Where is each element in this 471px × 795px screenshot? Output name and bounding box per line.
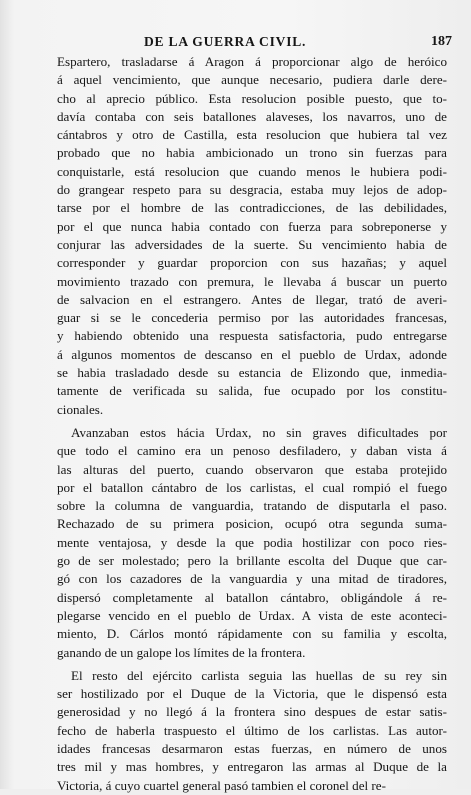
text-line: y habiendo obtenido una respuesta satisfactoria, pudo entregarse — [57, 328, 447, 344]
text-line: tamente de verificada su salida, fue ocupado por los constitu- — [57, 383, 447, 399]
text-line: á aquel vencimiento, que aunque necesario, pudiera darle dere- — [57, 72, 447, 88]
text-line: dispersó completamente al batallon cántabro, obligándole á re- — [57, 589, 447, 605]
text-line: generosidad y no llegó á la frontera sino despues de estar satis- — [57, 704, 447, 720]
running-title: DE LA GUERRA CIVIL. — [144, 34, 307, 49]
text-line: gó con los cazadores de la vanguardia y una mitad de tiradores, — [57, 571, 447, 587]
text-line: do grangear respeto para su desgracia, estaba muy lejos de adop- — [57, 182, 447, 198]
text-line: por el batallon cántabro de los carlistas, el cual rompió el fuego — [57, 479, 447, 495]
text-line: Rechazado de su primera posicion, ocupó otra segunda suma- — [57, 516, 447, 532]
paragraph — [57, 53, 447, 419]
text-line: por el que nunca habia contado con fuerza para sobreponerse y — [57, 218, 447, 234]
paragraph — [57, 667, 447, 795]
text-line: conquistarle, está resolucion que cuando menos le hubiera podi- — [57, 163, 447, 179]
text-line: miento, D. Cárlos montó rápidamente con su familia y escolta, — [57, 626, 447, 642]
text-line: idades francesas desarmaron estas fuerzas, en número de unos — [57, 740, 447, 756]
text-line: que todo el camino era un penoso desfiladero, y daban vista á — [57, 443, 447, 459]
text-line: ser hostilizado por el Duque de la Victoria, que le dispensó esta — [57, 686, 447, 702]
text-line: davía contaba con seis batallones alaveses, los navarros, uno de — [57, 108, 447, 124]
text-line: conjurar las adversidades de la suerte. Su vencimiento habia de — [57, 236, 447, 252]
text-line: cántabros y otro de Castilla, esta resolucion que hubiera tal vez — [57, 127, 447, 143]
text-line: tres mil y mas hombres, y entregaron las armas al Duque de la — [57, 759, 447, 775]
text-line: Avanzaban estos hácia Urdax, no sin graves dificultades por — [71, 424, 447, 440]
text-line: cho al aprecio público. Esta resolucion posible puesto, que to- — [57, 90, 447, 106]
text-line: de salvacion en el estrangero. Antes de llegar, trató de averi- — [57, 291, 447, 307]
page-number: 187 — [431, 34, 452, 49]
text-line: Espartero, trasladarse á Aragon á proporcionar algo de heróico — [57, 54, 447, 69]
text-line: plegarse vencido en el pueblo de Urdax. A vista de este aconteci- — [57, 607, 447, 623]
text-line: se habia trasladado desde su estancia de Elizondo que, inmedia- — [57, 365, 447, 381]
text-line: mente ventajosa, y desde la que podia hostilizar con poco ries- — [57, 534, 447, 550]
text-line: movimiento trazado con premura, le llevaba á buscar un puerto — [57, 273, 447, 289]
text-line: probado que no habia ambicionado un trono sin fuerzas para — [57, 145, 447, 161]
text-line: sobre la columna de vanguardia, tratando de disputarla el paso. — [57, 498, 447, 514]
text-line: á algunos momentos de descanso en el pueblo de Urdax, adonde — [57, 346, 447, 362]
text-line: go de ser molestado; pero la brillante escolta del Duque que car- — [57, 553, 447, 569]
page-header — [52, 34, 452, 52]
text-line: las alturas del puerto, cuando observaron que estaba protejido — [57, 461, 447, 477]
text-line: corresponder y guardar proporcion con sus hazañas; y aquel — [57, 255, 447, 271]
text-line: guar si se le concederia permiso por las autoridades francesas, — [57, 310, 447, 326]
text-line: fecho de haberla traspuesto el último de los carlistas. Las autor- — [57, 722, 447, 738]
text-line: ganando de un galope los límites de la frontera. — [57, 644, 306, 660]
text-line: El resto del ejército carlista seguia las huellas de su rey sin — [71, 667, 447, 683]
text-line: cionales. — [57, 401, 104, 417]
body-text — [57, 53, 447, 795]
text-line: tarse por el hombre de las contradicciones, de las debilidades, — [57, 200, 447, 216]
paragraph — [57, 424, 447, 662]
text-line: Victoria, á cuyo cuartel general pasó tambien el coronel del re- — [57, 777, 386, 793]
